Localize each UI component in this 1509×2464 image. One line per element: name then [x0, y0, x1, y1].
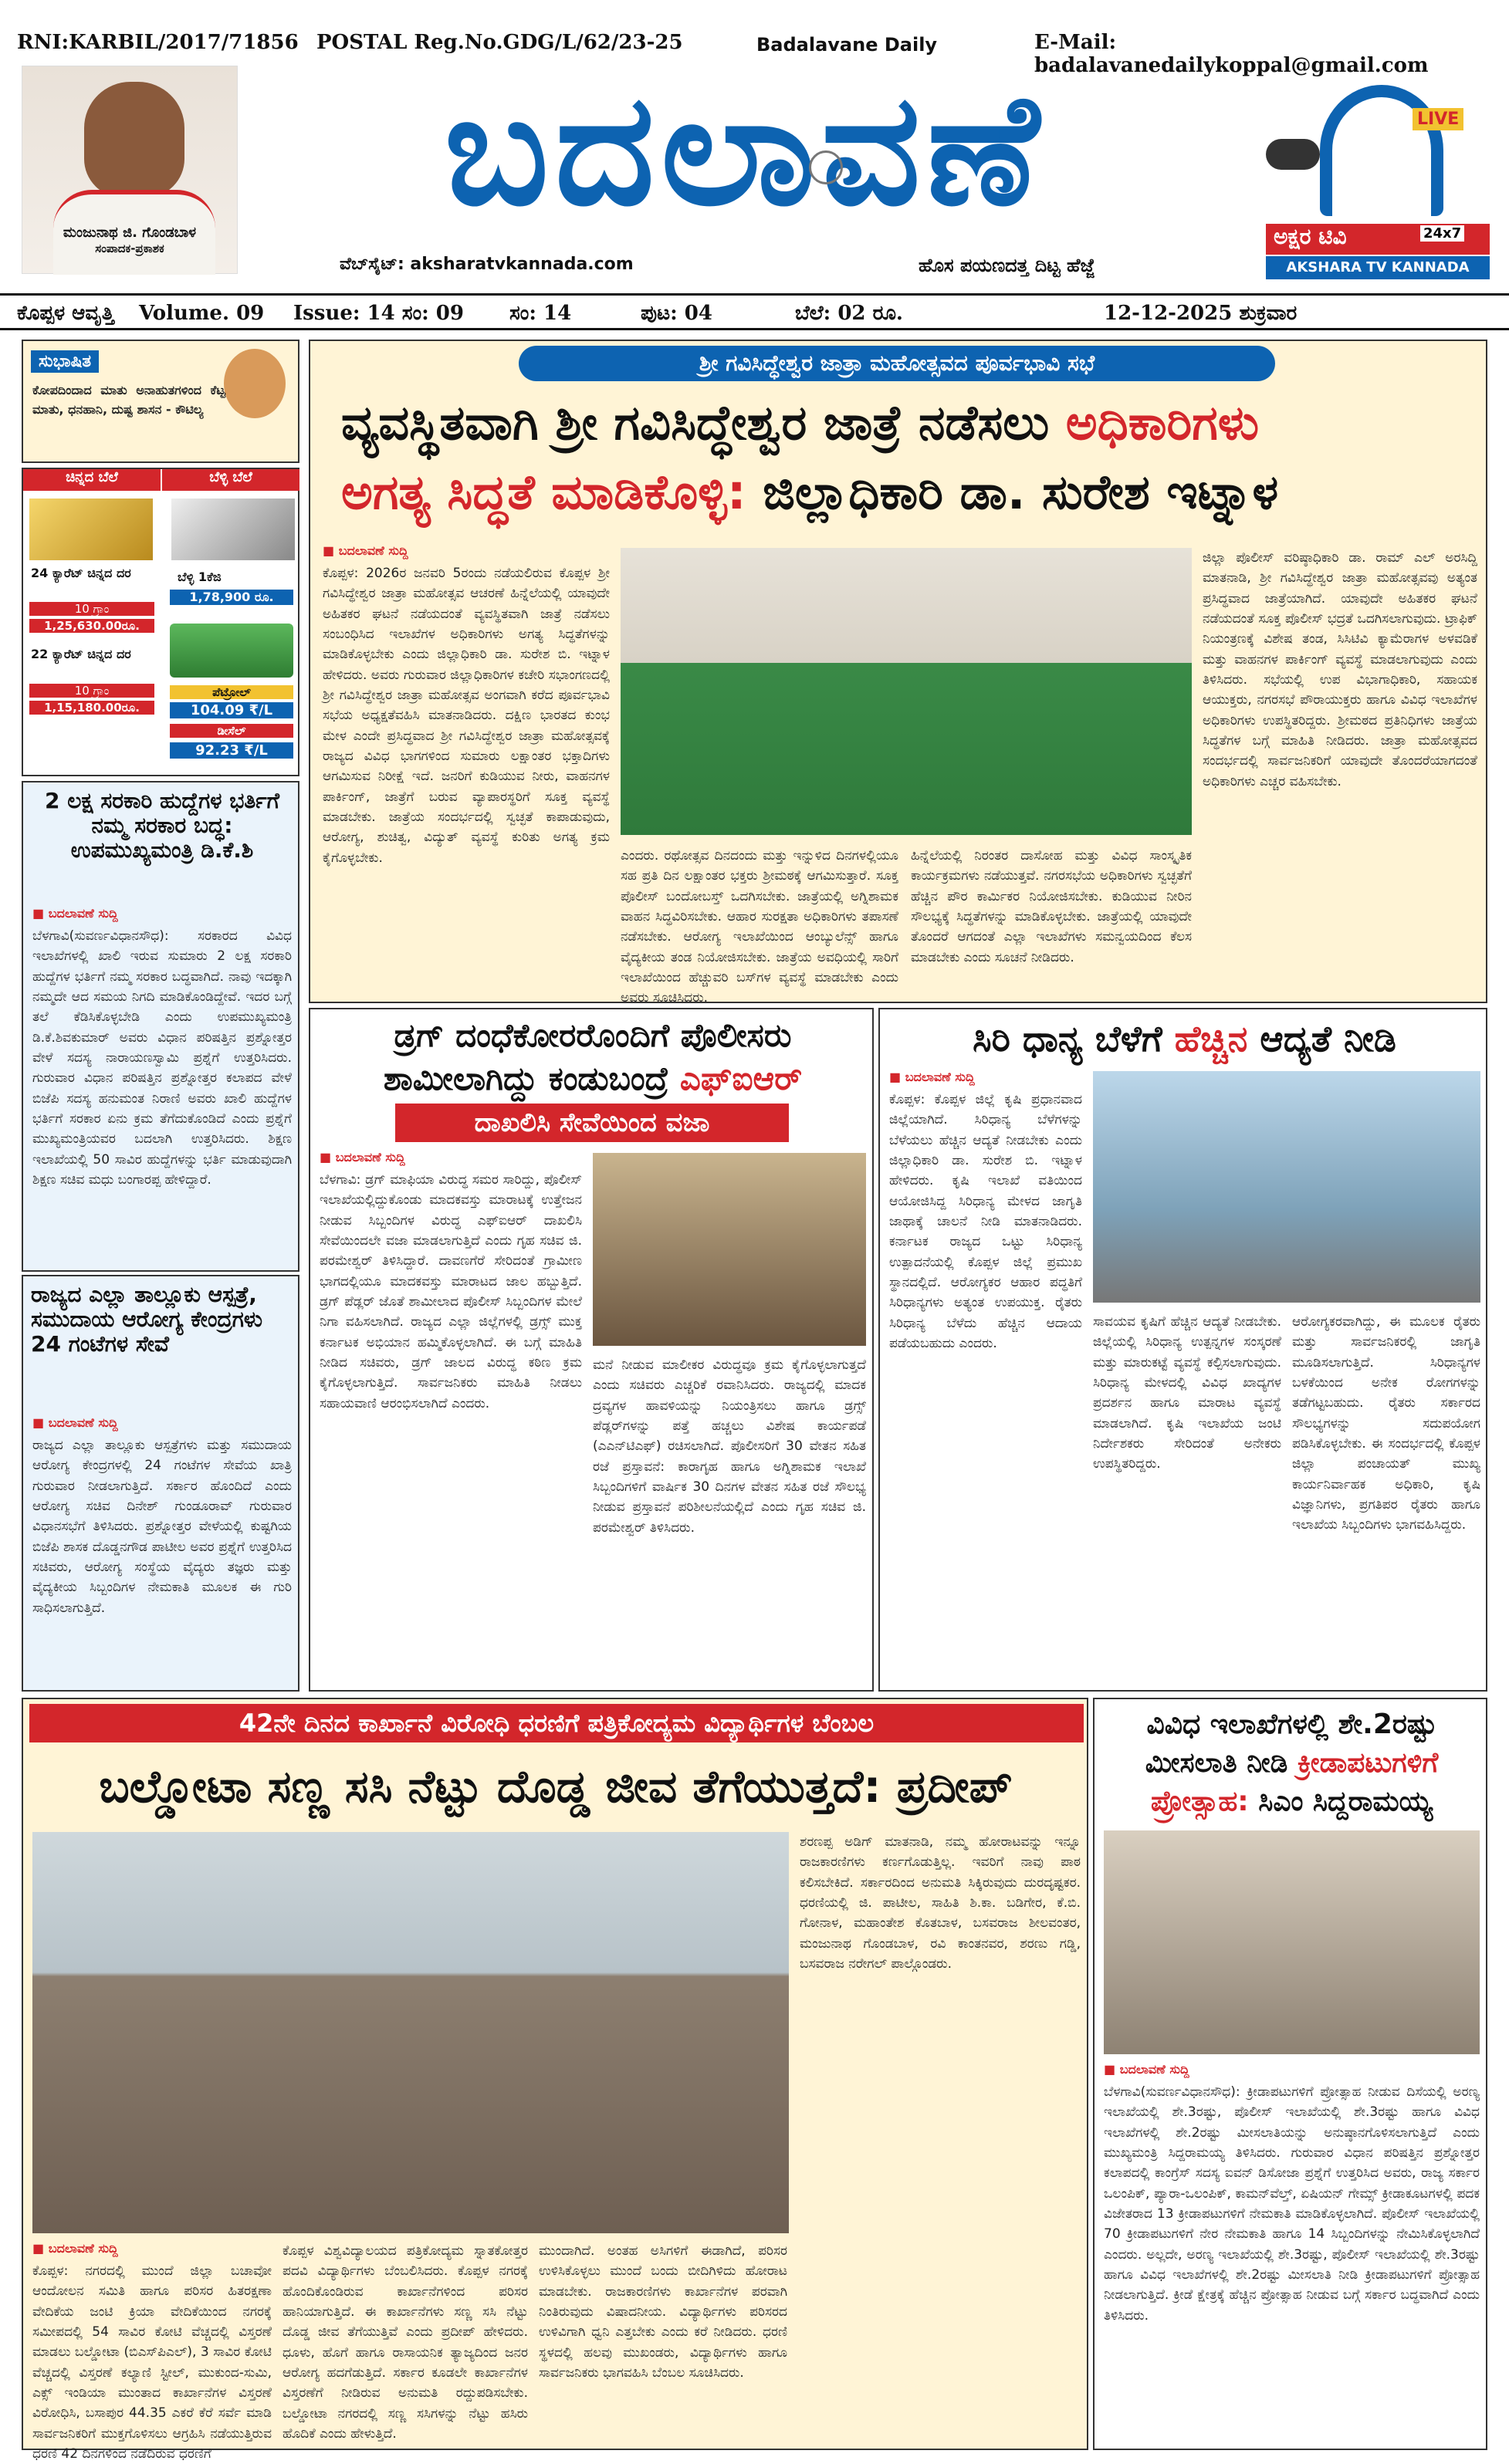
drug-headline-3: ದಾಖಲಿಸಿ ಸೇವೆಯಿಂದ ವಜಾ: [395, 1104, 789, 1142]
protest-headline: ಬಲ್ಡೋಟಾ ಸಣ್ಣ ಸಸಿ ನೆಟ್ಟು ದೊಡ್ಡ ಜೀವ ತೆಗೆಯುತ್ತದೆ: ಪ್ರದೀಪ್: [99, 1760, 1013, 1813]
fuel-pump-image: [170, 624, 293, 678]
diesel-price: 92.23 ₹/L: [170, 742, 293, 759]
lead-story: [309, 340, 1487, 1006]
price: ಬೆಲೆ: 02 ರೂ.: [795, 302, 903, 325]
story-dks: [22, 781, 299, 1272]
drug-col-1: ಬೆಳಗಾವಿ: ಡ್ರಗ್ ಮಾಫಿಯಾ ವಿರುದ್ಧ ಸಮರ ಸಾರಿದ್ದು, ಪೊಲೀಸ್ ಇಲಾಖೆಯಲ್ಲಿದ್ದುಕೊಂಡು ಮಾದಕವಸ್ತು ಮಾರಾಟಕ್ಕೆ ಉತ್ತೇಜನ ನೀಡುವ ಸಿಬ್ಬಂದಿಗಳ ವಿರುದ್ಧ ಎಫ್‌ಐಆರ್ ದಾಖಲಿಸಿ ಸೇವೆಯಿಂದಲೇ ವಜಾ ಮಾಡಲಾಗುತ್ತಿದೆ ಎಂದು ಗೃಹ ಸಚಿವ ಜಿ. ಪರಮೇಶ್ವರ್ ತಿಳಿಸಿದ್ದಾರೆ. ದಾವಣಗೆರೆ ಸೇರಿದಂತೆ ಗ್ರಾಮೀಣ ಭಾಗದಲ್ಲಿಯೂ ಮಾದಕವಸ್ತು ಮಾರಾಟದ ಜಾಲ ಹಬ್ಬುತ್ತಿದೆ. ಡ್ರಗ್ ಪೆಡ್ಲರ್ ಜೊತೆ ಶಾಮೀಲಾದ ಪೊಲೀಸ್ ಸಿಬ್ಬಂದಿಗಳ ಮೇಲೆ ನಿಗಾ ವಹಿಸಲಾಗಿದೆ. ರಾಜ್ಯದ ಎಲ್ಲಾ ಜಿಲ್ಲೆಗಳಲ್ಲಿ ಡ್ರಗ್ಸ್ ಮುಕ್ತ ಕರ್ನಾಟಕ ಅಭಿಯಾನ ಹಮ್ಮಿಕೊಳ್ಳಲಾಗಿದೆ. ಈ ಬಗ್ಗೆ ಮಾಹಿತಿ ನೀಡಿದ ಸಚಿವರು, ಡ್ರಗ್ ಜಾಲದ ವಿರುದ್ಧ ಕಠಿಣ ಕ್ರಮ ಕೈಗೊಳ್ಳಲಾಗುತ್ತಿದೆ. ಸಾರ್ವಜನಿಕರು ಮಾಹಿತಿ ನೀಡಲು ಸಹಾಯವಾಣಿ ಆರಂಭಿಸಲಾಗಿದೆ ಎಂದರು.: [320, 1172, 582, 1411]
lead-col-3: ಹಿನ್ನೆಲೆಯಲ್ಲಿ ನಿರಂತರ ದಾಸೋಹ ಮತ್ತು ವಿವಿಧ ಸಾಂಸ್ಕೃತಿಕ ಕಾರ್ಯಕ್ರಮಗಳು ನಡೆಯುತ್ತವೆ. ನಗರಸಭೆಯ ಅಧಿಕಾರಿಗಳು ಸ್ವಚ್ಛತೆಗೆ ಹೆಚ್ಚಿನ ಪೌರ ಕಾರ್ಮಿಕರ ನಿಯೋಜಿಸಬೇಕು. ಕುಡಿಯುವ ನೀರಿನ ಸೌಲಭ್ಯಕ್ಕೆ ಸಿದ್ಧತೆಗಳನ್ನು ಮಾಡಿಕೊಳ್ಳಬೇಕು. ಜಾತ್ರೆಯಲ್ಲಿ ಯಾವುದೇ ತೊಂದರೆ ಆಗದಂತೆ ಎಲ್ಲಾ ಇಲಾಖೆಗಳು ಸಮನ್ವಯದಿಂದ ಕೆಲಸ ಮಾಡಬೇಕು ಎಂದು ಸೂಚನೆ ನೀಡಿದರು.: [911, 848, 1192, 965]
editor-caption: [22, 224, 238, 257]
gold22-label: 22 ಕ್ಯಾರೆಟ್ ಚಿನ್ನದ ದರ: [31, 647, 131, 661]
cm-assembly-photo: [1104, 1830, 1480, 2054]
protest-col-1: ಕೊಪ್ಪಳ: ನಗರದಲ್ಲಿ ಮುಂದೆ ಜಿಲ್ಲಾ ಬಚಾವೋ ಆಂದೋಲನ ಸಮಿತಿ ಹಾಗೂ ಪರಿಸರ ಹಿತರಕ್ಷಣಾ ವೇದಿಕೆಯ ಜಂಟಿ ಕ್ರಿಯಾ ವೇದಿಕೆಯಿಂದ ನಗರಕ್ಕೆ ಸಮೀಪದಲ್ಲಿ 54 ಸಾವಿರ ಕೋಟಿ ವೆಚ್ಚದಲ್ಲಿ ವಿಸ್ತರಣೆ ಮಾಡಲು ಬಲ್ಡೋಟಾ (ಬಿಎಸ್‌ಪಿಎಲ್), 3 ಸಾವಿರ ಕೋಟಿ ವೆಚ್ಚದಲ್ಲಿ ವಿಸ್ತರಣೆ ಕಲ್ಯಾಣಿ ಸ್ಟೀಲ್, ಮುಕುಂದ-ಸುಮಿ, ಎಕ್ಸ್ ಇಂಡಿಯಾ ಮುಂತಾದ ಕಾರ್ಖಾನೆಗಳ ವಿಸ್ತರಣೆ ವಿರೋಧಿಸಿ, ಬಸಾಪುರ 44.35 ಎಕರೆ ಕೆರೆ ಸರ್ವೆ ಮಾಡಿ ಸಾರ್ವಜನಿಕರಿಗೆ ಮುಕ್ತಗೊಳಿಸಲು ಆಗ್ರಹಿಸಿ ನಡೆಯುತ್ತಿರುವ ಧರಣಿ 42 ದಿನಗಳಿಂದ ನಡೆದಿರುವ ಧರಣಿಗೆ: [32, 2263, 272, 2462]
tv-a-icon: [1320, 85, 1443, 216]
protest-col-4: ಶರಣಪ್ಪ ಅಡಿಗ್ ಮಾತನಾಡಿ, ನಮ್ಮ ಹೋರಾಟವನ್ನು ಇನ್ನೂ ರಾಜಕಾರಣಿಗಳು ಕರ್ಣಗೊಡುತ್ತಿಲ್ಲ. ಇವರಿಗೆ ನಾವು ಪಾಠ ಕಲಿಸಬೇಕಿದೆ. ಸರ್ಕಾರದಿಂದ ಅನುಮತಿ ಸಿಕ್ಕಿರುವುದು ದುರದೃಷ್ಟಕರ. ಧರಣಿಯಲ್ಲಿ ಜಿ. ಪಾಟೀಲ, ಸಾಹಿತಿ ಶಿ.ಕಾ. ಬಡಿಗೇರ, ಕೆ.ಬಿ. ಗೋನಾಳ, ಮಹಾಂತೇಶ ಕೊತಬಾಳ, ಬಸವರಾಜ ಶೀಲವಂತರ, ಮಂಜುನಾಥ ಗೊಂಡಬಾಳ, ರವಿ ಕಾಂತನವರ, ಶರಣು ಗಡ್ಡಿ, ಬಸವರಾಜ ನರೇಗಲ್ ಪಾಲ್ಗೊಂಡರು.: [800, 1834, 1081, 1972]
protest-col-2: ಕೊಪ್ಪಳ ವಿಶ್ವವಿದ್ಯಾಲಯದ ಪತ್ರಿಕೋದ್ಯಮ ಸ್ನಾತಕೋತ್ತರ ಪದವಿ ವಿದ್ಯಾರ್ಥಿಗಳು ಬೆಂಬಲಿಸಿದರು. ಕೊಪ್ಪಳ ನಗರಕ್ಕೆ ಹೊಂದಿಕೊಂಡಿರುವ ಕಾರ್ಖಾನೆಗಳಿಂದ ಪರಿಸರ ಹಾನಿಯಾಗುತ್ತಿದೆ. ಈ ಕಾರ್ಖಾನೆಗಳು ಸಣ್ಣ ಸಸಿ ನೆಟ್ಟು ದೊಡ್ಡ ಜೀವ ತೆಗೆಯುತ್ತಿವೆ ಎಂದು ಪ್ರದೀಪ್ ಹೇಳಿದರು. ಧೂಳು, ಹೊಗೆ ಹಾಗೂ ರಾಸಾಯನಿಕ ತ್ಯಾಜ್ಯದಿಂದ ಜನರ ಆರೋಗ್ಯ ಹದಗೆಡುತ್ತಿದೆ. ಸರ್ಕಾರ ಕೂಡಲೇ ಕಾರ್ಖಾನೆಗಳ ವಿಸ್ತರಣೆಗೆ ನೀಡಿರುವ ಅನುಮತಿ ರದ್ದುಪಡಿಸಬೇಕು. ಬಲ್ಡೋಟಾ ನಗರದಲ್ಲಿ ಸಣ್ಣ ಸಸಿಗಳನ್ನು ನೆಟ್ಟು ಹಸಿರು ಹೊದಿಕೆ ಎಂದು ಹೇಳುತ್ತಿದೆ.: [283, 2243, 528, 2442]
gold24-price: 1,25,630.00ರೂ.: [29, 619, 154, 633]
cm-byline: ■ ಬದಲಾವಣೆ ಸುದ್ದಿ: [1104, 2062, 1189, 2077]
silver-price: 1,78,900 ರೂ.: [170, 590, 293, 605]
millet-byline: ■ ಬದಲಾವಣೆ ಸುದ್ದಿ: [889, 1070, 975, 1084]
story-health-byline: ■ ಬದಲಾವಣೆ ಸುದ್ದಿ: [32, 1415, 118, 1430]
email-link[interactable]: E-Mail: badalavanedailykoppal@gmail.com: [1034, 31, 1429, 77]
lead-meeting-photo: [621, 548, 1192, 835]
drug-col-2: ಮನೆ ನೀಡುವ ಮಾಲೀಕರ ವಿರುದ್ಧವೂ ಕ್ರಮ ಕೈಗೊಳ್ಳಲಾಗುತ್ತದೆ ಎಂದು ಸಚಿವರು ಎಚ್ಚರಿಕೆ ರವಾನಿಸಿದರು. ರಾಜ್ಯದಲ್ಲಿ ಮಾದಕ ದ್ರವ್ಯಗಳ ಹಾವಳಿಯನ್ನು ನಿಯಂತ್ರಿಸಲು ಹಾಗೂ ಡ್ರಗ್ಸ್ ಪೆಡ್ಲರ್‌ಗಳನ್ನು ಪತ್ತೆ ಹಚ್ಚಲು ವಿಶೇಷ ಕಾರ್ಯಪಡೆ (ಎಎನ್‌ಟಿಎಫ್) ರಚಿಸಲಾಗಿದೆ. ಪೊಲೀಸರಿಗೆ 30 ವೇತನ ಸಹಿತ ರಜೆ ಪ್ರಸ್ತಾವನೆ: ಕಾರಾಗೃಹ ಹಾಗೂ ಅಗ್ನಿಶಾಮಕ ಇಲಾಖೆ ಸಿಬ್ಬಂದಿಗಳಿಗೆ ವಾರ್ಷಿಕ 30 ದಿನಗಳ ವೇತನ ಸಹಿತ ರಜೆ ಸೌಲಭ್ಯ ನೀಡುವ ಪ್ರಸ್ತಾವನೆ ಪರಿಶೀಲನೆಯಲ್ಲಿದೆ ಎಂದು ಗೃಹ ಸಚಿವ ಜಿ. ಪರಮೇಶ್ವರ್ ತಿಳಿಸಿದರು.: [593, 1357, 866, 1536]
protest-col-3: ಮುಂದಾಗಿದೆ. ಅಂತಹ ಅಸಿಗಳಿಗೆ ಈಡಾಗಿದೆ, ಪರಿಸರ ಉಳಿಸಿಕೊಳ್ಳಲು ಮುಂದೆ ಬಂದು ಬೀದಿಗಿಳಿದು ಹೋರಾಟ ಮಾಡಬೇಕು. ರಾಜಕಾರಣಿಗಳು ಕಾರ್ಖಾನೆಗಳ ಪರವಾಗಿ ನಿಂತಿರುವುದು ವಿಷಾದನೀಯ. ವಿದ್ಯಾರ್ಥಿಗಳು ಪರಿಸರದ ಉಳಿವಿಗಾಗಿ ಧ್ವನಿ ಎತ್ತಬೇಕು ಎಂದು ಕರೆ ನೀಡಿದರು. ಧರಣಿ ಸ್ಥಳದಲ್ಲಿ ಹಲವು ಮುಖಂಡರು, ವಿದ್ಯಾರ್ಥಿಗಳು ಹಾಗೂ ಸಾರ್ವಜನಿಕರು ಭಾಗವಹಿಸಿ ಬೆಂಬಲ ಸೂಚಿಸಿದರು.: [539, 2243, 787, 2381]
story-health-headline: ರಾಜ್ಯದ ಎಲ್ಲಾ ತಾಲ್ಲೂಕು ಆಸ್ಪತ್ರೆ, ಸಮುದಾಯ ಆರೋಗ್ಯ ಕೇಂದ್ರಗಳು 24 ಗಂಟೆಗಳ ಸೇವೆ: [31, 1282, 262, 1357]
masthead: ಬದಲಾವಣೆ: [444, 60, 1046, 240]
story-dks-headline: 2 ಲಕ್ಷ ಸರಕಾರಿ ಹುದ್ದೆಗಳ ಭರ್ತಿಗೆ ನಮ್ಮ ಸರಕಾರ ಬದ್ಧ: ಉಪಮುಖ್ಯಮಂತ್ರಿ ಡಿ.ಕೆ.ಶಿ: [45, 788, 279, 864]
editor-role: ಸಂಪಾದಕ-ಪ್ರಕಾಶಕ: [95, 242, 164, 256]
edition: ಕೊಪ್ಪಳ ಆವೃತ್ತಿ: [17, 302, 114, 325]
lead-col-1: ಕೊಪ್ಪಳ: 2026ರ ಜನವರಿ 5ರಂದು ನಡೆಯಲಿರುವ ಕೊಪ್ಪಳ ಶ್ರೀ ಗವಿಸಿದ್ಧೇಶ್ವರ ಜಾತ್ರಾ ಮಹೋತ್ಸವ ಆಚರಣೆ ಹಿನ್ನೆಲೆಯಲ್ಲಿ ಯಾವುದೇ ಅಹಿತಕರ ಘಟನೆ ನಡೆಯದಂತೆ ವ್ಯವಸ್ಥಿತವಾಗಿ ಜಾತ್ರೆ ನಡೆಸಲು ಸಂಬಂಧಿಸಿದ ಇಲಾಖೆಗಳ ಅಧಿಕಾರಿಗಳು ಅಗತ್ಯ ಸಿದ್ಧತೆಗಳನ್ನು ಮಾಡಿಕೊಳ್ಳಬೇಕು ಎಂದು ಜಿಲ್ಲಾಧಿಕಾರಿ ಡಾ. ಸುರೇಶ ಬಿ. ಇಟ್ನಾಳ ಹೇಳಿದರು. ಅವರು ಗುರುವಾರ ಜಿಲ್ಲಾಧಿಕಾರಿಗಳ ಕಚೇರಿ ಸಭಾಂಗಣದಲ್ಲಿ ಶ್ರೀ ಗವಿಸಿದ್ಧೇಶ್ವರ ಜಾತ್ರಾ ಮಹೋತ್ಸವ ಅಂಗವಾಗಿ ಕರೆದ ಪೂರ್ವಭಾವಿ ಸಭೆಯ ಅಧ್ಯಕ್ಷತೆವಹಿಸಿ ಮಾತನಾಡಿದರು. ದಕ್ಷಿಣ ಭಾರತದ ಕುಂಭ ಮೇಳ ಎಂದೇ ಪ್ರಸಿದ್ಧವಾದ ಶ್ರೀ ಗವಿಸಿದ್ಧೇಶ್ವರ ಜಾತ್ರಾ ಮಹೋತ್ಸವಕ್ಕೆ ರಾಜ್ಯದ ವಿವಿಧ ಭಾಗಗಳಿಂದ ಸುಮಾರು ಲಕ್ಷಾಂತರ ಭಕ್ತಾದಿಗಳು ಆಗಮಿಸುವ ನಿರೀಕ್ಷೆ ಇದೆ. ಜನರಿಗೆ ಕುಡಿಯುವ ನೀರು, ವಾಹನಗಳ ಪಾರ್ಕಿಂಗ್, ಜಾತ್ರೆಗೆ ಬರುವ ವ್ಯಾಪಾರಸ್ಥರಿಗೆ ಸೂಕ್ತ ವ್ಯವಸ್ಥೆ ಮಾಡಬೇಕು. ಜಾತ್ರೆಯ ಸಂದರ್ಭದಲ್ಲಿ ಸ್ವಚ್ಛತೆ ಕಾಪಾಡುವುದು, ಆರೋಗ್ಯ, ಶುಚಿತ್ವ, ವಿದ್ಯುತ್ ವ್ಯವಸ್ಥೆ ಕುರಿತು ಅಗತ್ಯ ಕ್ರಮ ಕೈಗೊಳ್ಳಬೇಕು.: [323, 566, 610, 866]
millet-story: [878, 1008, 1487, 1692]
tagline: ಹೊಸ ಪಯಣದತ್ತ ದಿಟ್ಟ ಹೆಜ್ಜೆ: [919, 255, 1095, 276]
silver-label: ಬೆಳ್ಳಿ 1ಕೆಜಿ: [178, 570, 222, 584]
protest-banner: 42ನೇ ದಿನದ ಕಾರ್ಖಾನೆ ವಿರೋಧಿ ಧರಣಿಗೆ ಪತ್ರಿಕೋದ್ಯಮ ವಿದ್ಯಾರ್ಥಿಗಳ ಬೆಂಬಲ: [29, 1704, 1084, 1742]
tv-name-en: AKSHARA TV KANNADA: [1266, 256, 1490, 279]
millet-col-2: ಸಾವಯವ ಕೃಷಿಗೆ ಹೆಚ್ಚಿನ ಆದ್ಯತೆ ನೀಡಬೇಕು. ಜಿಲ್ಲೆಯಲ್ಲಿ ಸಿರಿಧಾನ್ಯ ಉತ್ಪನ್ನಗಳ ಸಂಸ್ಕರಣೆ ಮತ್ತು ಮಾರುಕಟ್ಟೆ ವ್ಯವಸ್ಥೆ ಕಲ್ಪಿಸಲಾಗುವುದು. ಸಿರಿಧಾನ್ಯ ಮೇಳದಲ್ಲಿ ವಿವಿಧ ಖಾದ್ಯಗಳ ಪ್ರದರ್ಶನ ಹಾಗೂ ಮಾರಾಟ ವ್ಯವಸ್ಥೆ ಮಾಡಲಾಗಿದೆ. ಕೃಷಿ ಇಲಾಖೆಯ ಜಂಟಿ ನಿರ್ದೇಶಕರು ಸೇರಿದಂತೆ ಅನೇಕರು ಉಪಸ್ಥಿತರಿದ್ದರು.: [1093, 1314, 1281, 1472]
millet-headline: ಸಿರಿ ಧಾನ್ಯ ಬೆಳೆಗೆ ಹೆಚ್ಚಿನ ಆದ್ಯತೆ ನೀಡಿ: [973, 1018, 1396, 1060]
lead-col-2: ಎಂದರು. ರಥೋತ್ಸವ ದಿನದಂದು ಮತ್ತು ಇನ್ನುಳಿದ ದಿನಗಳಲ್ಲಿಯೂ ಸಹ ಪ್ರತಿ ದಿನ ಲಕ್ಷಾಂತರ ಭಕ್ತರು ಶ್ರೀಮಠಕ್ಕೆ ಆಗಮಿಸುತ್ತಾರೆ. ಸೂಕ್ತ ಪೊಲೀಸ್ ಬಂದೋಬಸ್ತ್ ಒದಗಿಸಬೇಕು. ಜಾತ್ರೆಯಲ್ಲಿ ಅಗ್ನಿಶಾಮಕ ವಾಹನ ಸಿದ್ಧವಿರಿಸಬೇಕು. ಆಹಾರ ಸುರಕ್ಷತಾ ಅಧಿಕಾರಿಗಳು ತಪಾಸಣೆ ನಡೆಸಬೇಕು. ಆರೋಗ್ಯ ಇಲಾಖೆಯಿಂದ ಆಂಬ್ಯುಲೆನ್ಸ್ ಹಾಗೂ ವೈದ್ಯಕೀಯ ತಂಡ ನಿಯೋಜಿಸಬೇಕು. ಜಾತ್ರೆಯ ಅವಧಿಯಲ್ಲಿ ಸಾರಿಗೆ ಇಲಾಖೆಯಿಂದ ಹೆಚ್ಚುವರಿ ಬಸ್‌ಗಳ ವ್ಯವಸ್ಥೆ ಮಾಡಬೇಕು ಎಂದು ಅವರು ಸೂಚಿಸಿದರು.: [621, 848, 898, 1006]
drug-headline-2: ಶಾಮೀಲಾಗಿದ್ದು ಕಂಡುಬಂದ್ರೆ ಎಫ್‌ಐಆರ್: [383, 1060, 803, 1097]
price-box: [22, 468, 299, 776]
subhashita-box: [22, 340, 299, 463]
lead-headline-1: ವ್ಯವಸ್ಥಿತವಾಗಿ ಶ್ರೀ ಗವಿಸಿದ್ಧೇಶ್ವರ ಜಾತ್ರೆ ನಡೆಸಲು ಅಧಿಕಾರಿಗಳು: [341, 394, 1260, 451]
subhashita-text: ಕೋಪದಿಂದಾದ ಮಾತು ಅನಾಹುತಗಳಿಂದ ಕೆಟ್ಟ ಮಾತು, ಧನಹಾನಿ, ದುಷ್ಟ ಶಾಸನ - ಕೌಟಿಲ್ಯ: [32, 383, 225, 417]
lead-col-4: ಜಿಲ್ಲಾ ಪೊಲೀಸ್ ವರಿಷ್ಠಾಧಿಕಾರಿ ಡಾ. ರಾಮ್ ಎಲ್ ಅರಸಿದ್ದಿ ಮಾತನಾಡಿ, ಶ್ರೀ ಗವಿಸಿದ್ಧೇಶ್ವರ ಜಾತ್ರಾ ಮಹೋತ್ಸವವು ಅತ್ಯಂತ ಪ್ರಸಿದ್ಧವಾದ ಜಾತ್ರೆಯಾಗಿದೆ. ಯಾವುದೇ ಅಹಿತಕರ ಘಟನೆ ನಡೆಯದಂತೆ ಸೂಕ್ತ ಪೊಲೀಸ್ ಭದ್ರತೆ ಒದಗಿಸಲಾಗುವುದು. ಟ್ರಾಫಿಕ್ ನಿಯಂತ್ರಣಕ್ಕೆ ವಿಶೇಷ ತಂಡ, ಸಿಸಿಟಿವಿ ಕ್ಯಾಮೆರಾಗಳ ಅಳವಡಿಕೆ ಮತ್ತು ವಾಹನಗಳ ಪಾರ್ಕಿಂಗ್ ವ್ಯವಸ್ಥೆ ಮಾಡಲಾಗುವುದು ಎಂದು ತಿಳಿಸಿದರು. ಸಭೆಯಲ್ಲಿ ಉಪ ವಿಭಾಗಾಧಿಕಾರಿ, ಸಹಾಯಕ ಆಯುಕ್ತರು, ನಗರಸಭೆ ಪೌರಾಯುಕ್ತರು ಹಾಗೂ ವಿವಿಧ ಇಲಾಖೆಗಳ ಅಧಿಕಾರಿಗಳು ಉಪಸ್ಥಿತರಿದ್ದರು. ಶ್ರೀಮಠದ ಪ್ರತಿನಿಧಿಗಳು ಜಾತ್ರೆಯ ಸಿದ್ಧತೆಗಳ ಬಗ್ಗೆ ಮಾಹಿತಿ ನೀಡಿದರು. ಜಾತ್ರಾ ಮಹೋತ್ಸವದ ಸಂದರ್ಭದಲ್ಲಿ ಸಾರ್ವಜನಿಕರಿಗೆ ಯಾವುದೇ ತೊಂದರೆಯಾಗದಂತೆ ಅಧಿಕಾರಿಗಳು ಎಚ್ಚರ ವಹಿಸಬೇಕು.: [1203, 550, 1477, 789]
issue: Issue: 14 ಸಂ: 09: [293, 302, 464, 325]
gold24-unit: 10 ಗ್ರಾಂ: [29, 602, 154, 616]
compass-icon: [809, 150, 843, 184]
drug-minister-photo: [593, 1153, 866, 1346]
lead-kicker: ಶ್ರೀ ಗವಿಸಿದ್ಧೇಶ್ವರ ಜಾತ್ರಾ ಮಹೋತ್ಸವದ ಪೂರ್ವಭಾವಿ ಸಭೆ: [519, 346, 1275, 381]
cm-headline-1: ವಿವಿಧ ಇಲಾಖೆಗಳಲ್ಲಿ ಶೇ.2ರಷ್ಟು: [1146, 1709, 1437, 1740]
live-badge: LIVE: [1413, 108, 1463, 130]
subhashita-title: ಸುಭಾಷಿತ: [31, 350, 99, 373]
date-bar: [0, 293, 1509, 330]
tv-name: ಅಕ್ಷರ ಟಿವಿ: [1266, 224, 1490, 255]
volume: Volume. 09: [139, 302, 265, 325]
microphone-icon: [1266, 139, 1320, 170]
website-link[interactable]: ವೆಬ್‌ಸೈಟ್: aksharatvkannada.com: [340, 255, 634, 274]
drug-headline-1: ಡ್ರಗ್ ದಂಧೆಕೋರರೊಂದಿಗೆ ಪೊಲೀಸರು: [394, 1016, 792, 1054]
tv-247: 24x7: [1420, 225, 1464, 242]
gold22-unit: 10 ಗ್ರಾಂ: [29, 684, 154, 698]
lead-headline-2: ಅಗತ್ಯ ಸಿದ್ಧತೆ ಮಾಡಿಕೊಳ್ಳಿ: ಜಿಲ್ಲಾಧಿಕಾರಿ ಡಾ. ಸುರೇಶ ಇಟ್ನಾಳ: [341, 464, 1279, 520]
sage-image: [224, 349, 286, 418]
story-dks-body: ಬೆಳಗಾವಿ(ಸುವರ್ಣವಿಧಾನಸೌಧ): ಸರಕಾರದ ವಿವಿಧ ಇಲಾಖೆಗಳಲ್ಲಿ ಖಾಲಿ ಇರುವ ಸುಮಾರು 2 ಲಕ್ಷ ಸರಕಾರಿ ಹುದ್ದೆಗಳ ಭರ್ತಿಗೆ ನಮ್ಮ ಸರಕಾರ ಬದ್ಧವಾಗಿದೆ. ನಾವು ಇದಕ್ಕಾಗಿ ನಮ್ಮದೇ ಆದ ಸಮಯ ನಿಗದಿ ಮಾಡಿಕೊಂಡಿದ್ದೇವೆ. ಇದರ ಬಗ್ಗೆ ತಲೆ ಕೆಡಿಸಿಕೊಳ್ಳಬೇಡಿ ಎಂದು ಉಪಮುಖ್ಯಮಂತ್ರಿ ಡಿ.ಕೆ.ಶಿವಕುಮಾರ್ ಅವರು ವಿಧಾನ ಪರಿಷತ್ತಿನ ಪ್ರಶ್ನೋತ್ತರ ವೇಳೆ ಸದಸ್ಯ ನಾರಾಯಣಸ್ವಾಮಿ ಪ್ರಶ್ನೆಗೆ ಉತ್ತರಿಸಿದರು. ಗುರುವಾರ ವಿಧಾನ ಪರಿಷತ್ತಿನ ಪ್ರಶ್ನೋತ್ತರ ಕಲಾಪದ ವೇಳೆ ಬಿಜೆಪಿ ಸದಸ್ಯ ಹನುಮಂತ ನಿರಾಣಿ ಅವರು ಖಾಲಿ ಹುದ್ದೆಗಳ ಭರ್ತಿಗೆ ಸರಕಾರ ಏನು ಕ್ರಮ ತೆಗೆದುಕೊಂಡಿದೆ ಎಂದು ಪ್ರಶ್ನೆಗೆ ಮುಖ್ಯಮಂತ್ರಿಯವರ ಬದಲಾಗಿ ಉತ್ತರಿಸಿದರು. ಶಿಕ್ಷಣ ಇಲಾಖೆಯಲ್ಲಿ 50 ಸಾವಿರ ಹುದ್ದೆಗಳನ್ನು ಭರ್ತಿ ಮಾಡುವುದಾಗಿ ಶಿಕ್ಷಣ ಸಚಿವ ಮಧು ಬಂಗಾರಪ್ಪ ಹೇಳಿದ್ದಾರೆ.: [32, 928, 292, 1188]
cm-body: ಬೆಳಗಾವಿ(ಸುವರ್ಣವಿಧಾನಸೌಧ): ಕ್ರೀಡಾಪಟುಗಳಿಗೆ ಪ್ರೋತ್ಸಾಹ ನೀಡುವ ದಿಸೆಯಲ್ಲಿ ಅರಣ್ಯ ಇಲಾಖೆಯಲ್ಲಿ ಶೇ.3ರಷ್ಟು, ಪೊಲೀಸ್ ಇಲಾಖೆಯಲ್ಲಿ ಶೇ.3ರಷ್ಟು ಹಾಗೂ ವಿವಿಧ ಇಲಾಖೆಗಳಲ್ಲಿ ಶೇ.2ರಷ್ಟು ಮೀಸಲಾತಿಯನ್ನು ಅನುಷ್ಠಾನಗೊಳಿಸಲಾಗುತ್ತಿದೆ ಎಂದು ಮುಖ್ಯಮಂತ್ರಿ ಸಿದ್ದರಾಮಯ್ಯ ತಿಳಿಸಿದರು. ಗುರುವಾರ ವಿಧಾನ ಪರಿಷತ್ತಿನ ಪ್ರಶ್ನೋತ್ತರ ಕಲಾಪದಲ್ಲಿ ಕಾಂಗ್ರೆಸ್ ಸದಸ್ಯ ಐವನ್ ಡಿಸೋಜಾ ಪ್ರಶ್ನೆಗೆ ಉತ್ತರಿಸಿದ ಅವರು, ರಾಜ್ಯ ಸರ್ಕಾರ ಒಲಂಪಿಕ್, ಪ್ಯಾರಾ-ಒಲಂಪಿಕ್, ಕಾಮನ್‌ವೆಲ್ತ್, ಏಷಿಯನ್ ಗೇಮ್ಸ್ ಕ್ರೀಡಾಕೂಟಗಳಲ್ಲಿ ಪದಕ ವಿಜೇತರಾದ 13 ಕ್ರೀಡಾಪಟುಗಳಿಗೆ ನೇಮಕಾತಿ ಮಾಡಿಕೊಳ್ಳಲಾಗಿದೆ. ಪೊಲೀಸ್ ಇಲಾಖೆಯಲ್ಲಿ 70 ಕ್ರೀಡಾಪಟುಗಳಿಗೆ ನೇರ ನೇಮಕಾತಿ ಹಾಗೂ 14 ಸಿಬ್ಬಂದಿಗಳನ್ನು ನೇಮಿಸಿಕೊಳ್ಳಲಾಗಿದೆ ಎಂದರು. ಅಲ್ಲದೇ, ಅರಣ್ಯ ಇಲಾಖೆಯಲ್ಲಿ ಶೇ.3ರಷ್ಟು, ಪೊಲೀಸ್ ಇಲಾಖೆಯಲ್ಲಿ ಶೇ.3ರಷ್ಟು ಹಾಗೂ ವಿವಿಧ ಇಲಾಖೆಗಳಲ್ಲಿ ಶೇ.2ರಷ್ಟು ಮೀಸಲಾತಿ ನೀಡಿ ಕ್ರೀಡಾಪಟುಗಳಿಗೆ ಪ್ರೋತ್ಸಾಹ ನೀಡಲಾಗುತ್ತಿದೆ. ಕ್ರೀಡೆ ಕ್ಷೇತ್ರಕ್ಕೆ ಹೆಚ್ಚಿನ ಪ್ರೋತ್ಸಾಹ ನೀಡುವ ಬಗ್ಗೆ ಸರ್ಕಾರ ಬದ್ಧವಾಗಿದೆ ಎಂದು ತಿಳಿಸಿದರು.: [1104, 2084, 1480, 2324]
cm-story: [1093, 1698, 1487, 2450]
protest-story: [22, 1698, 1088, 2462]
millet-jatha-photo: [1093, 1071, 1480, 1303]
editor-name: ಮಂಜುನಾಥ ಜಿ. ಗೊಂಡಬಾಳ: [63, 225, 197, 241]
silver-title: ಬೆಳ್ಳಿ ಬೆಲೆ: [162, 469, 299, 491]
story-dks-byline: ■ ಬದಲಾವಣೆ ಸುದ್ದಿ: [32, 906, 118, 921]
protest-byline: ■ ಬದಲಾವಣೆ ಸುದ್ದಿ: [32, 2241, 118, 2256]
silver-bars-image: [171, 499, 295, 560]
millet-col-3: ಆರೋಗ್ಯಕರವಾಗಿದ್ದು, ಈ ಮೂಲಕ ರೈತರು ಮತ್ತು ಸಾರ್ವಜನಿಕರಲ್ಲಿ ಜಾಗೃತಿ ಮೂಡಿಸಲಾಗುತ್ತಿದೆ. ಸಿರಿಧಾನ್ಯಗಳ ಬಳಕೆಯಿಂದ ಅನೇಕ ರೋಗಗಳನ್ನು ತಡೆಗಟ್ಟಬಹುದು. ರೈತರು ಸರ್ಕಾರದ ಸೌಲಭ್ಯಗಳನ್ನು ಸದುಪಯೋಗ ಪಡಿಸಿಕೊಳ್ಳಬೇಕು. ಈ ಸಂದರ್ಭದಲ್ಲಿ ಕೊಪ್ಪಳ ಜಿಲ್ಲಾ ಪಂಚಾಯತ್ ಮುಖ್ಯ ಕಾರ್ಯನಿರ್ವಾಹಕ ಅಧಿಕಾರಿ, ಕೃಷಿ ವಿಜ್ಞಾನಿಗಳು, ಪ್ರಗತಿಪರ ರೈತರು ಹಾಗೂ ಇಲಾಖೆಯ ಸಿಬ್ಬಂದಿಗಳು ಭಾಗವಹಿಸಿದ್ದರು.: [1292, 1314, 1480, 1533]
lead-byline: ■ ಬದಲಾವಣೆ ಸುದ್ದಿ: [323, 543, 408, 558]
gold24-label: 24 ಕ್ಯಾರೆಟ್ ಚಿನ್ನದ ದರ: [31, 566, 131, 580]
drug-byline: ■ ಬದಲಾವಣೆ ಸುದ್ದಿ: [320, 1150, 405, 1164]
protest-dharna-photo: [32, 1832, 789, 2233]
story-health: [22, 1275, 299, 1692]
top-info-line: [0, 0, 1509, 77]
story-health-body: ರಾಜ್ಯದ ಎಲ್ಲಾ ತಾಲ್ಲೂಕು ಆಸ್ಪತ್ರೆಗಳು ಮತ್ತು ಸಮುದಾಯ ಆರೋಗ್ಯ ಕೇಂದ್ರಗಳಲ್ಲಿ 24 ಗಂಟೆಗಳ ಸೇವೆಯ ಖಾತ್ರಿ ಗುರುವಾರ ನೀಡಲಾಗುತ್ತಿದೆ. ಸರ್ಕಾರ ಹೊಂದಿದೆ ಎಂದು ಆರೋಗ್ಯ ಸಚಿವ ದಿನೇಶ್ ಗುಂಡೂರಾವ್ ಗುರುವಾರ ವಿಧಾನಸಭೆಗೆ ತಿಳಿಸಿದರು. ಪ್ರಶ್ನೋತ್ತರ ವೇಳೆಯಲ್ಲಿ ಕುಷ್ಟಗಿಯ ಬಿಜೆಪಿ ಶಾಸಕ ದೊಡ್ಡನಗೌಡ ಪಾಟೀಲ ಅವರ ಪ್ರಶ್ನೆಗೆ ಉತ್ತರಿಸಿದ ಸಚಿವರು, ಆರೋಗ್ಯ ಸಂಸ್ಥೆಯ ವೈದ್ಯರು ತಜ್ಞರು ಮತ್ತು ವೈದ್ಯಕೀಯ ಸಿಬ್ಬಂದಿಗಳ ನೇಮಕಾತಿ ಮೂಲಕ ಈ ಗುರಿ ಸಾಧಿಸಲಾಗುತ್ತಿದೆ.: [32, 1438, 292, 1616]
paper-name-en: Badalavane Daily: [756, 34, 938, 56]
gold-bars-image: [29, 499, 153, 560]
petrol-label: ಪೆಟ್ರೋಲ್: [170, 685, 293, 699]
gold22-price: 1,15,180.00ರೂ.: [29, 701, 154, 715]
gold-title: ಚಿನ್ನದ ಬೆಲೆ: [23, 469, 161, 491]
cm-headline-3: ಪ್ರೋತ್ಸಾಹ: ಸಿಎಂ ಸಿದ್ದರಾಮಯ್ಯ: [1150, 1786, 1433, 1817]
pages: ಪುಟ: 04: [641, 302, 712, 325]
cm-headline-2: ಮೀಸಲಾತಿ ನೀಡಿ ಕ್ರೀಡಾಪಟುಗಳಿಗೆ: [1145, 1747, 1439, 1779]
rni-number: RNI:KARBIL/2017/71856: [17, 31, 299, 54]
diesel-label: ಡೀಸೆಲ್: [170, 724, 293, 738]
date: 12-12-2025 ಶುಕ್ರವಾರ: [1104, 302, 1298, 325]
sam: ಸಂ: 14: [509, 302, 572, 325]
petrol-price: 104.09 ₹/L: [170, 702, 293, 718]
tv-logo: [1266, 85, 1490, 286]
millet-col-1: ಕೊಪ್ಪಳ: ಕೊಪ್ಪಳ ಜಿಲ್ಲೆ ಕೃಷಿ ಪ್ರಧಾನವಾದ ಜಿಲ್ಲೆಯಾಗಿದೆ. ಸಿರಿಧಾನ್ಯ ಬೆಳೆಗಳನ್ನು ಬೆಳೆಯಲು ಹೆಚ್ಚಿನ ಆದ್ಯತೆ ನೀಡಬೇಕು ಎಂದು ಜಿಲ್ಲಾಧಿಕಾರಿ ಡಾ. ಸುರೇಶ ಬಿ. ಇಟ್ನಾಳ ಹೇಳಿದರು. ಕೃಷಿ ಇಲಾಖೆ ವತಿಯಿಂದ ಆಯೋಜಿಸಿದ್ದ ಸಿರಿಧಾನ್ಯ ಮೇಳದ ಜಾಗೃತಿ ಜಾಥಾಕ್ಕೆ ಚಾಲನೆ ನೀಡಿ ಮಾತನಾಡಿದರು. ಕರ್ನಾಟಕ ರಾಜ್ಯದ ಒಟ್ಟು ಸಿರಿಧಾನ್ಯ ಉತ್ಪಾದನೆಯಲ್ಲಿ ಕೊಪ್ಪಳ ಜಿಲ್ಲೆ ಪ್ರಮುಖ ಸ್ಥಾನದಲ್ಲಿದೆ. ಆರೋಗ್ಯಕರ ಆಹಾರ ಪದ್ಧತಿಗೆ ಸಿರಿಧಾನ್ಯಗಳು ಅತ್ಯಂತ ಉಪಯುಕ್ತ. ರೈತರು ಸಿರಿಧಾನ್ಯ ಬೆಳೆದು ಹೆಚ್ಚಿನ ಆದಾಯ ಪಡೆಯಬಹುದು ಎಂದರು.: [889, 1092, 1082, 1352]
postal-reg: POSTAL Reg.No.GDG/L/62/23-25: [316, 31, 683, 54]
drug-story: [309, 1008, 874, 1692]
